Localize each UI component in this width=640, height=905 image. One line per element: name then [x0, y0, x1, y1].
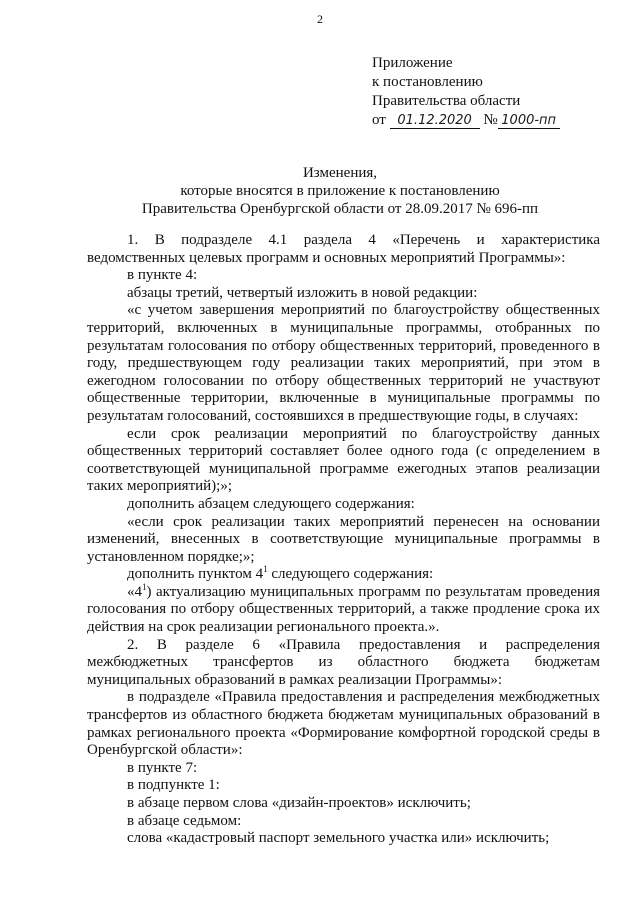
document-body — [87, 232, 600, 848]
paragraph — [87, 566, 600, 584]
paragraph: «с учетом завершения мероприятий по благоустройству общественных территорий, включенных в муниципальные программы, отобранных по результатам голосования по отбору общественных территорий, проведенного в году, предшествующем году реализации таких мероприятий, при этом в ежегодном голосовании по отбору общественных территорий не участвуют общественные территории, включенные в муниципальные программы по результатам голосований, состоявшихся в предшествующие годы, в случаях: — [87, 302, 600, 424]
number-sign: № — [483, 112, 498, 128]
paragraph: в пункте 4: — [127, 267, 198, 284]
document-title — [0, 164, 640, 218]
paragraph — [87, 581, 600, 637]
paragraph: слова «кадастровый паспорт земельного участка или» исключить; — [127, 830, 550, 847]
paragraph: в подразделе «Правила предоставления и распределения межбюджетных трансфертов из областного бюджета бюджетам муниципальных образований в рамках регионального проекта «Формирование комфортной городской среды в Оренбургской области»: — [87, 689, 600, 759]
appendix-date-line — [372, 111, 560, 130]
paragraph-text: следующего содержания: — [267, 566, 434, 583]
handwritten-date: 01.12.2020 — [390, 113, 480, 129]
title-line-3: Правительства Оренбургской области от 28.09.2017 № 696-пп — [141, 201, 539, 217]
paragraph: 1. В подразделе 4.1 раздела 4 «Перечень и характеристика ведомственных целевых программ и основных мероприятий Программы»: — [87, 232, 600, 266]
paragraph: абзацы третий, четвертый изложить в новой редакции: — [127, 284, 478, 301]
title-line-2: которые вносятся в приложение к постановлению — [180, 183, 500, 199]
title-line-1: Изменения, — [302, 165, 378, 181]
paragraph-text: дополнить пунктом 4 — [127, 566, 264, 583]
appendix-line-2: к постановлению — [372, 74, 483, 90]
appendix-line-1: Приложение — [372, 55, 453, 71]
paragraph-text: ) актуализацию муниципальных программ по результатам проведения голосования по отбору общественных территорий, а также продление срока их действия на срок реализации регионального проекта.». — [87, 583, 600, 636]
paragraph: в подпункте 1: — [127, 777, 220, 794]
superscript: 1 — [142, 581, 147, 592]
paragraph: 2. В разделе 6 «Правила предоставления и распределения межбюджетных трансфертов из областного бюджета бюджетам муниципальных образований в рамках реализации Программы»: — [87, 636, 600, 688]
handwritten-number: 1000-пп — [498, 113, 560, 129]
paragraph: «если срок реализации таких мероприятий перенесен на основании изменений, внесенных в соответствующие муниципальные программы в установленном порядке;»; — [87, 513, 600, 565]
paragraph: если срок реализации мероприятий по благоустройству данных общественных территорий составляет более одного года (с определением в соответствующей муниципальной программе ежегодных этапов реализации таких мероприятий);»; — [87, 425, 600, 495]
paragraph: дополнить абзацем следующего содержания: — [127, 495, 415, 512]
paragraph: в абзаце первом слова «дизайн-проектов» исключить; — [127, 795, 471, 811]
paragraph-text: «4 — [127, 583, 142, 600]
from-prefix: от — [372, 112, 386, 128]
paragraph: в абзаце седьмом: — [127, 812, 242, 829]
appendix-line-3: Правительства области — [372, 93, 521, 109]
page-number: 2 — [317, 12, 323, 26]
superscript: 1 — [263, 564, 268, 575]
appendix-header — [372, 54, 560, 130]
paragraph: в пункте 7: — [127, 759, 198, 776]
